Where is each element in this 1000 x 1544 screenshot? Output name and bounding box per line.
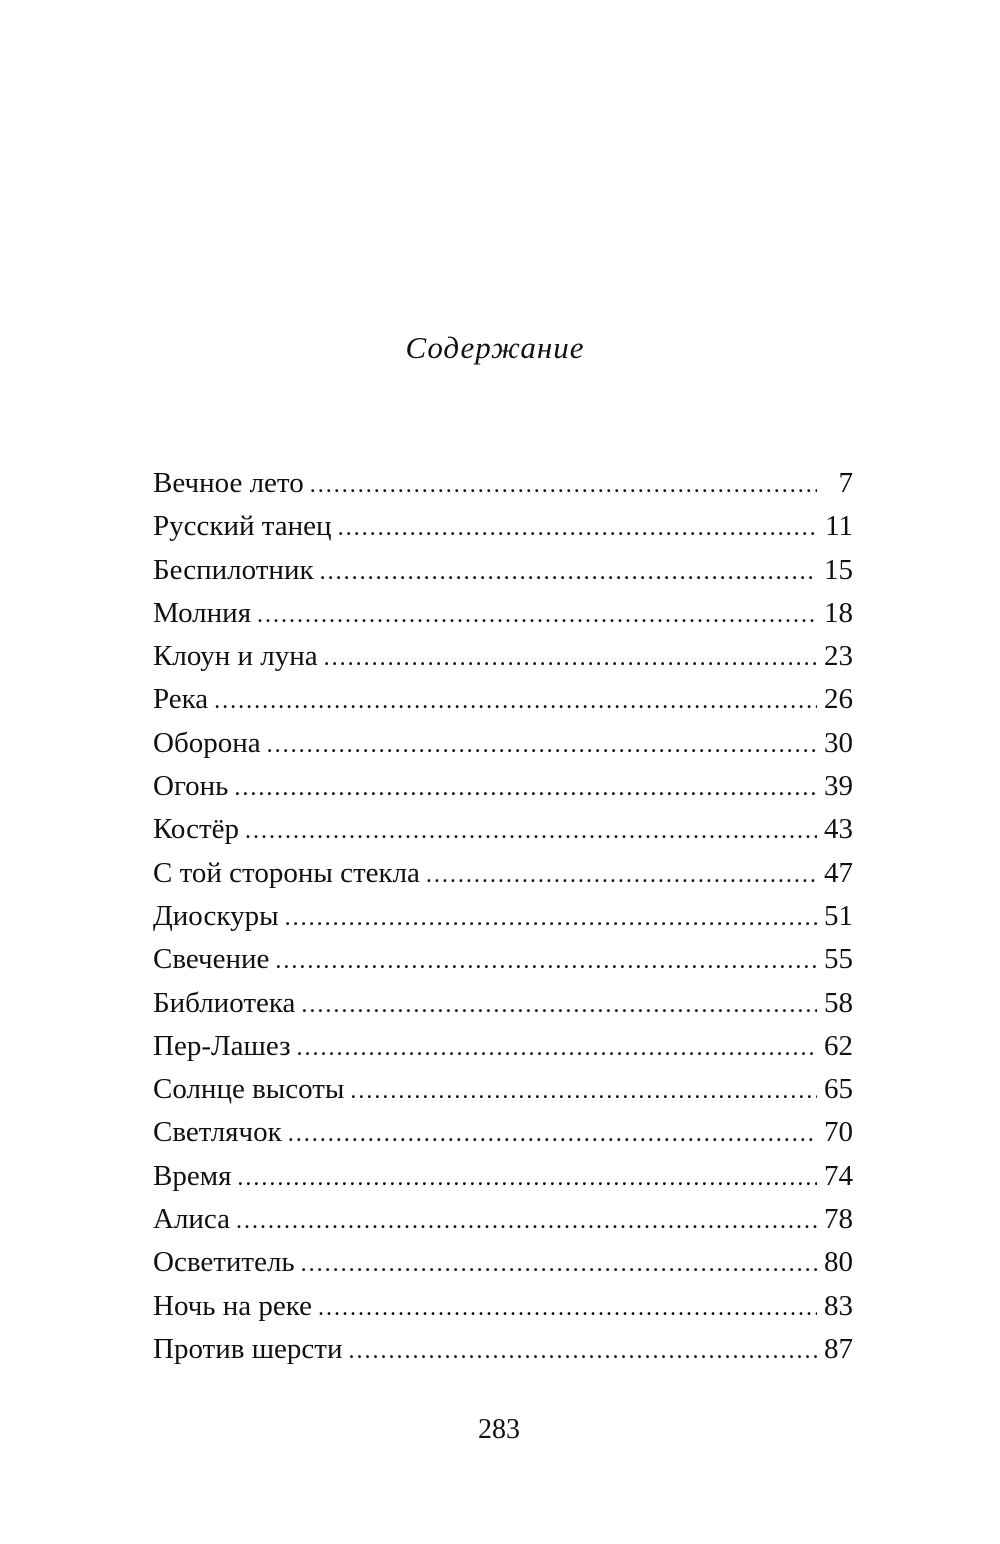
toc-entry-title: Светлячок [153, 1116, 282, 1149]
dot-leader [214, 680, 817, 723]
dot-leader [257, 594, 817, 637]
page-number: 283 [478, 1414, 520, 1445]
dot-leader [320, 551, 817, 594]
toc-entry-page: 58 [824, 986, 853, 1019]
dot-leader [236, 1200, 817, 1243]
dot-leader [267, 724, 817, 767]
dot-leader [301, 1243, 817, 1286]
toc-entry-page: 74 [824, 1159, 853, 1192]
dot-leader [348, 1330, 817, 1373]
toc-entry-page: 26 [824, 683, 853, 716]
toc-entry-title: Солнце высоты [153, 1073, 345, 1106]
table-of-contents [153, 462, 853, 1371]
toc-entry [153, 852, 853, 895]
toc-entry [153, 1241, 853, 1284]
toc-entry [153, 1068, 853, 1111]
toc-entry [153, 678, 853, 721]
dot-leader [301, 984, 817, 1027]
toc-entry-title: Библиотека [153, 986, 296, 1019]
dot-leader [318, 1287, 817, 1330]
toc-entry-page: 55 [824, 943, 853, 976]
toc-entry-title: Пер-Лашез [153, 1029, 291, 1062]
toc-entry-title: Клоун и луна [153, 640, 318, 673]
toc-entry-title: Ночь на реке [153, 1289, 313, 1322]
toc-entry-title: Алиса [153, 1203, 231, 1236]
toc-entry-title: Молния [153, 596, 252, 629]
toc-entry-title: Беспилотник [153, 553, 314, 586]
toc-entry-title: Огонь [153, 770, 229, 803]
dot-leader [288, 1113, 817, 1156]
dot-leader [234, 767, 817, 810]
toc-entry-page: 18 [824, 596, 853, 629]
toc-entry-page: 39 [824, 770, 853, 803]
toc-entry-page: 83 [824, 1289, 853, 1322]
toc-entry [153, 1198, 853, 1241]
toc-entry-title: Осветитель [153, 1246, 295, 1279]
toc-entry-page: 43 [824, 813, 853, 846]
toc-entry-title: С той стороны стекла [153, 856, 420, 889]
toc-entry-page: 62 [824, 1029, 853, 1062]
dot-leader [426, 854, 817, 897]
toc-entry-title: Костёр [153, 813, 240, 846]
toc-entry [153, 505, 853, 548]
toc-entry-title: Свечение [153, 943, 270, 976]
toc-entry-title: Против шерсти [153, 1332, 343, 1365]
toc-entry-page: 30 [824, 726, 853, 759]
page-title: Содержание [405, 330, 585, 365]
toc-entry-page: 51 [824, 899, 853, 932]
dot-leader [324, 637, 817, 680]
toc-entry-page: 11 [825, 510, 853, 543]
toc-entry [153, 1285, 853, 1328]
toc-entry-title: Диоскуры [153, 899, 279, 932]
dot-leader [297, 1027, 817, 1070]
toc-entry-title: Река [153, 683, 209, 716]
toc-entry-page: 87 [824, 1332, 853, 1365]
dot-leader [275, 940, 817, 983]
toc-entry [153, 549, 853, 592]
toc-entry [153, 592, 853, 635]
toc-entry [153, 1155, 853, 1198]
toc-entry [153, 895, 853, 938]
toc-entry [153, 1025, 853, 1068]
toc-entry-title: Русский танец [153, 510, 332, 543]
toc-entry-page: 78 [824, 1203, 853, 1236]
dot-leader [350, 1070, 817, 1113]
toc-entry-page: 7 [838, 467, 853, 499]
toc-entry-page: 65 [824, 1073, 853, 1106]
toc-entry-page: 70 [824, 1116, 853, 1149]
dot-leader [245, 810, 817, 853]
toc-entry-page: 80 [824, 1246, 853, 1279]
toc-entry [153, 635, 853, 678]
toc-entry-title: Время [153, 1159, 232, 1192]
toc-entry-page: 23 [824, 640, 853, 673]
toc-entry-page: 15 [824, 553, 853, 586]
toc-entry [153, 462, 853, 505]
dot-leader [338, 507, 817, 550]
toc-entry-page: 47 [824, 856, 853, 889]
toc-entry-title: Вечное лето [153, 467, 304, 499]
toc-entry [153, 938, 853, 981]
toc-entry [153, 765, 853, 808]
toc-entry [153, 722, 853, 765]
toc-entry [153, 808, 853, 851]
toc-entry [153, 1328, 853, 1371]
toc-entry [153, 982, 853, 1025]
toc-entry-title: Оборона [153, 726, 261, 759]
dot-leader [310, 464, 817, 507]
toc-entry [153, 1111, 853, 1154]
dot-leader [285, 897, 817, 940]
dot-leader [237, 1157, 817, 1200]
